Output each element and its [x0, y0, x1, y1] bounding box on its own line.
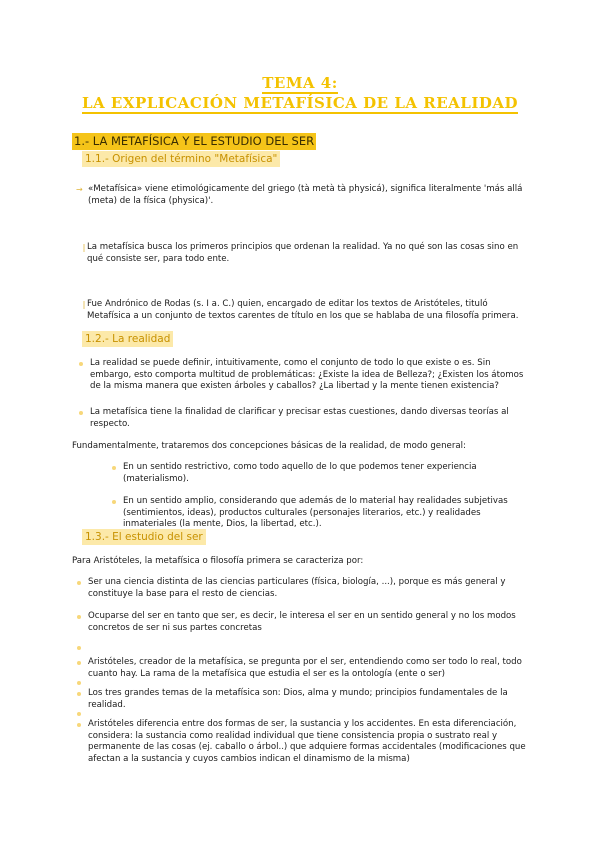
paragraph-etymology: «Metafísica» viene etimológicamente del griego (tà metà tà physicá), significa literalmente 'más allá (meta) de la física (physica)'. [88, 184, 523, 206]
subsection-heading-1-1: 1.1.- Origen del término "Metafísica" [82, 151, 280, 167]
subsection-heading-1-3: 1.3.- El estudio del ser [82, 529, 206, 545]
bullet-icon [77, 615, 81, 619]
bullet-ontology: Aristóteles, creador de la metafísica, se pregunta por el ser, entendiendo como ser todo lo real, todo cuanto hay. La rama de la metafísica que estudia el ser es la ontología (ente o ser) [88, 657, 522, 679]
bullet-icon [77, 581, 81, 585]
bullet-distinct-science: Ser una ciencia distinta de las ciencias particulares (física, biología, ...), porque es más general y constituye la base para el resto de ciencias. [88, 577, 506, 599]
bullet-icon [79, 362, 83, 366]
section-heading-1: 1.- LA METAFÍSICA Y EL ESTUDIO DEL SER [74, 134, 315, 148]
paragraph-two-conceptions: Fundamentalmente, trataremos dos concepciones básicas de la realidad, de modo general: [72, 441, 466, 451]
title-line-1: TEMA 4: [262, 74, 338, 92]
paragraph-aristotle-intro: Para Aristóteles, la metafísica o filosofía primera se caracteriza por: [72, 556, 364, 566]
bullet-icon [77, 681, 81, 685]
bullet-reality-definition: La realidad se puede definir, intuitivamente, como el conjunto de todo lo que existe o es. Sin embargo, esto comporta multitud de problemáticas: ¿Existe la idea de Belleza?; ¿Existen los átomos de la misma manera que existen árboles y caballos? ¿La libertad y la mente tienen existencia? [90, 358, 524, 391]
bullet-metaphysics-purpose: La metafísica tiene la finalidad de clarificar y precisar estas cuestiones, dando diversas teorías al respecto. [90, 407, 509, 429]
bullet-icon [77, 661, 81, 665]
bullet-icon [77, 723, 81, 727]
bullet-icon [77, 692, 81, 696]
bullet-icon [112, 466, 116, 470]
bullet-broad-sense: En un sentido amplio, considerando que además de lo material hay realidades subjetivas (sentimientos, ideas), productos culturales (personajes literarios, etc.) y realidades inmateriales (la mente, Dios, la libertad, etc.). [123, 496, 508, 529]
bullet-substance-accidents: Aristóteles diferencia entre dos formas de ser, la sustancia y los accidentes. En esta diferenciación, considera: la sustancia como realidad individual que tiene consistencia propia o sustrato real y permanente de las cosas (ej. caballo o árbol..) que adquiere formas accidentales (modificaciones que afectan a la sustancia y cuyos cambios indican el dinamismo de la misma) [88, 719, 526, 764]
margin-tick [83, 244, 85, 252]
bullet-restrictive-sense: En un sentido restrictivo, como todo aquello de lo que podemos tener experiencia (materialismo). [123, 462, 477, 484]
paragraph-first-principles: La metafísica busca los primeros principios que ordenan la realidad. Ya no qué son las cosas sino en qué consiste ser, para todo ente. [87, 242, 519, 264]
bullet-icon [77, 712, 81, 716]
bullet-icon [79, 411, 83, 415]
bullet-icon [77, 646, 81, 650]
paragraph-andronico: Fue Andrónico de Rodas (s. I a. C.) quien, encargado de editar los textos de Aristóteles, tituló Metafísica a un conjunto de textos carentes de título en los que se hablaba de una filosofía primera. [87, 299, 519, 321]
bullet-three-themes: Los tres grandes temas de la metafísica son: Dios, alma y mundo; principios fundamentales de la realidad. [88, 688, 508, 710]
bullet-being-as-being: Ocuparse del ser en tanto que ser, es decir, le interesa el ser en un sentido general y no los modos concretos de ser ni sus partes concretas [88, 611, 516, 633]
arrow-marker-icon: → [76, 185, 83, 194]
bullet-icon [112, 500, 116, 504]
subsection-heading-1-2: 1.2.- La realidad [82, 331, 173, 347]
title-line-2: LA EXPLICACIÓN METAFÍSICA DE LA REALIDAD [81, 94, 518, 112]
margin-tick [83, 301, 85, 309]
